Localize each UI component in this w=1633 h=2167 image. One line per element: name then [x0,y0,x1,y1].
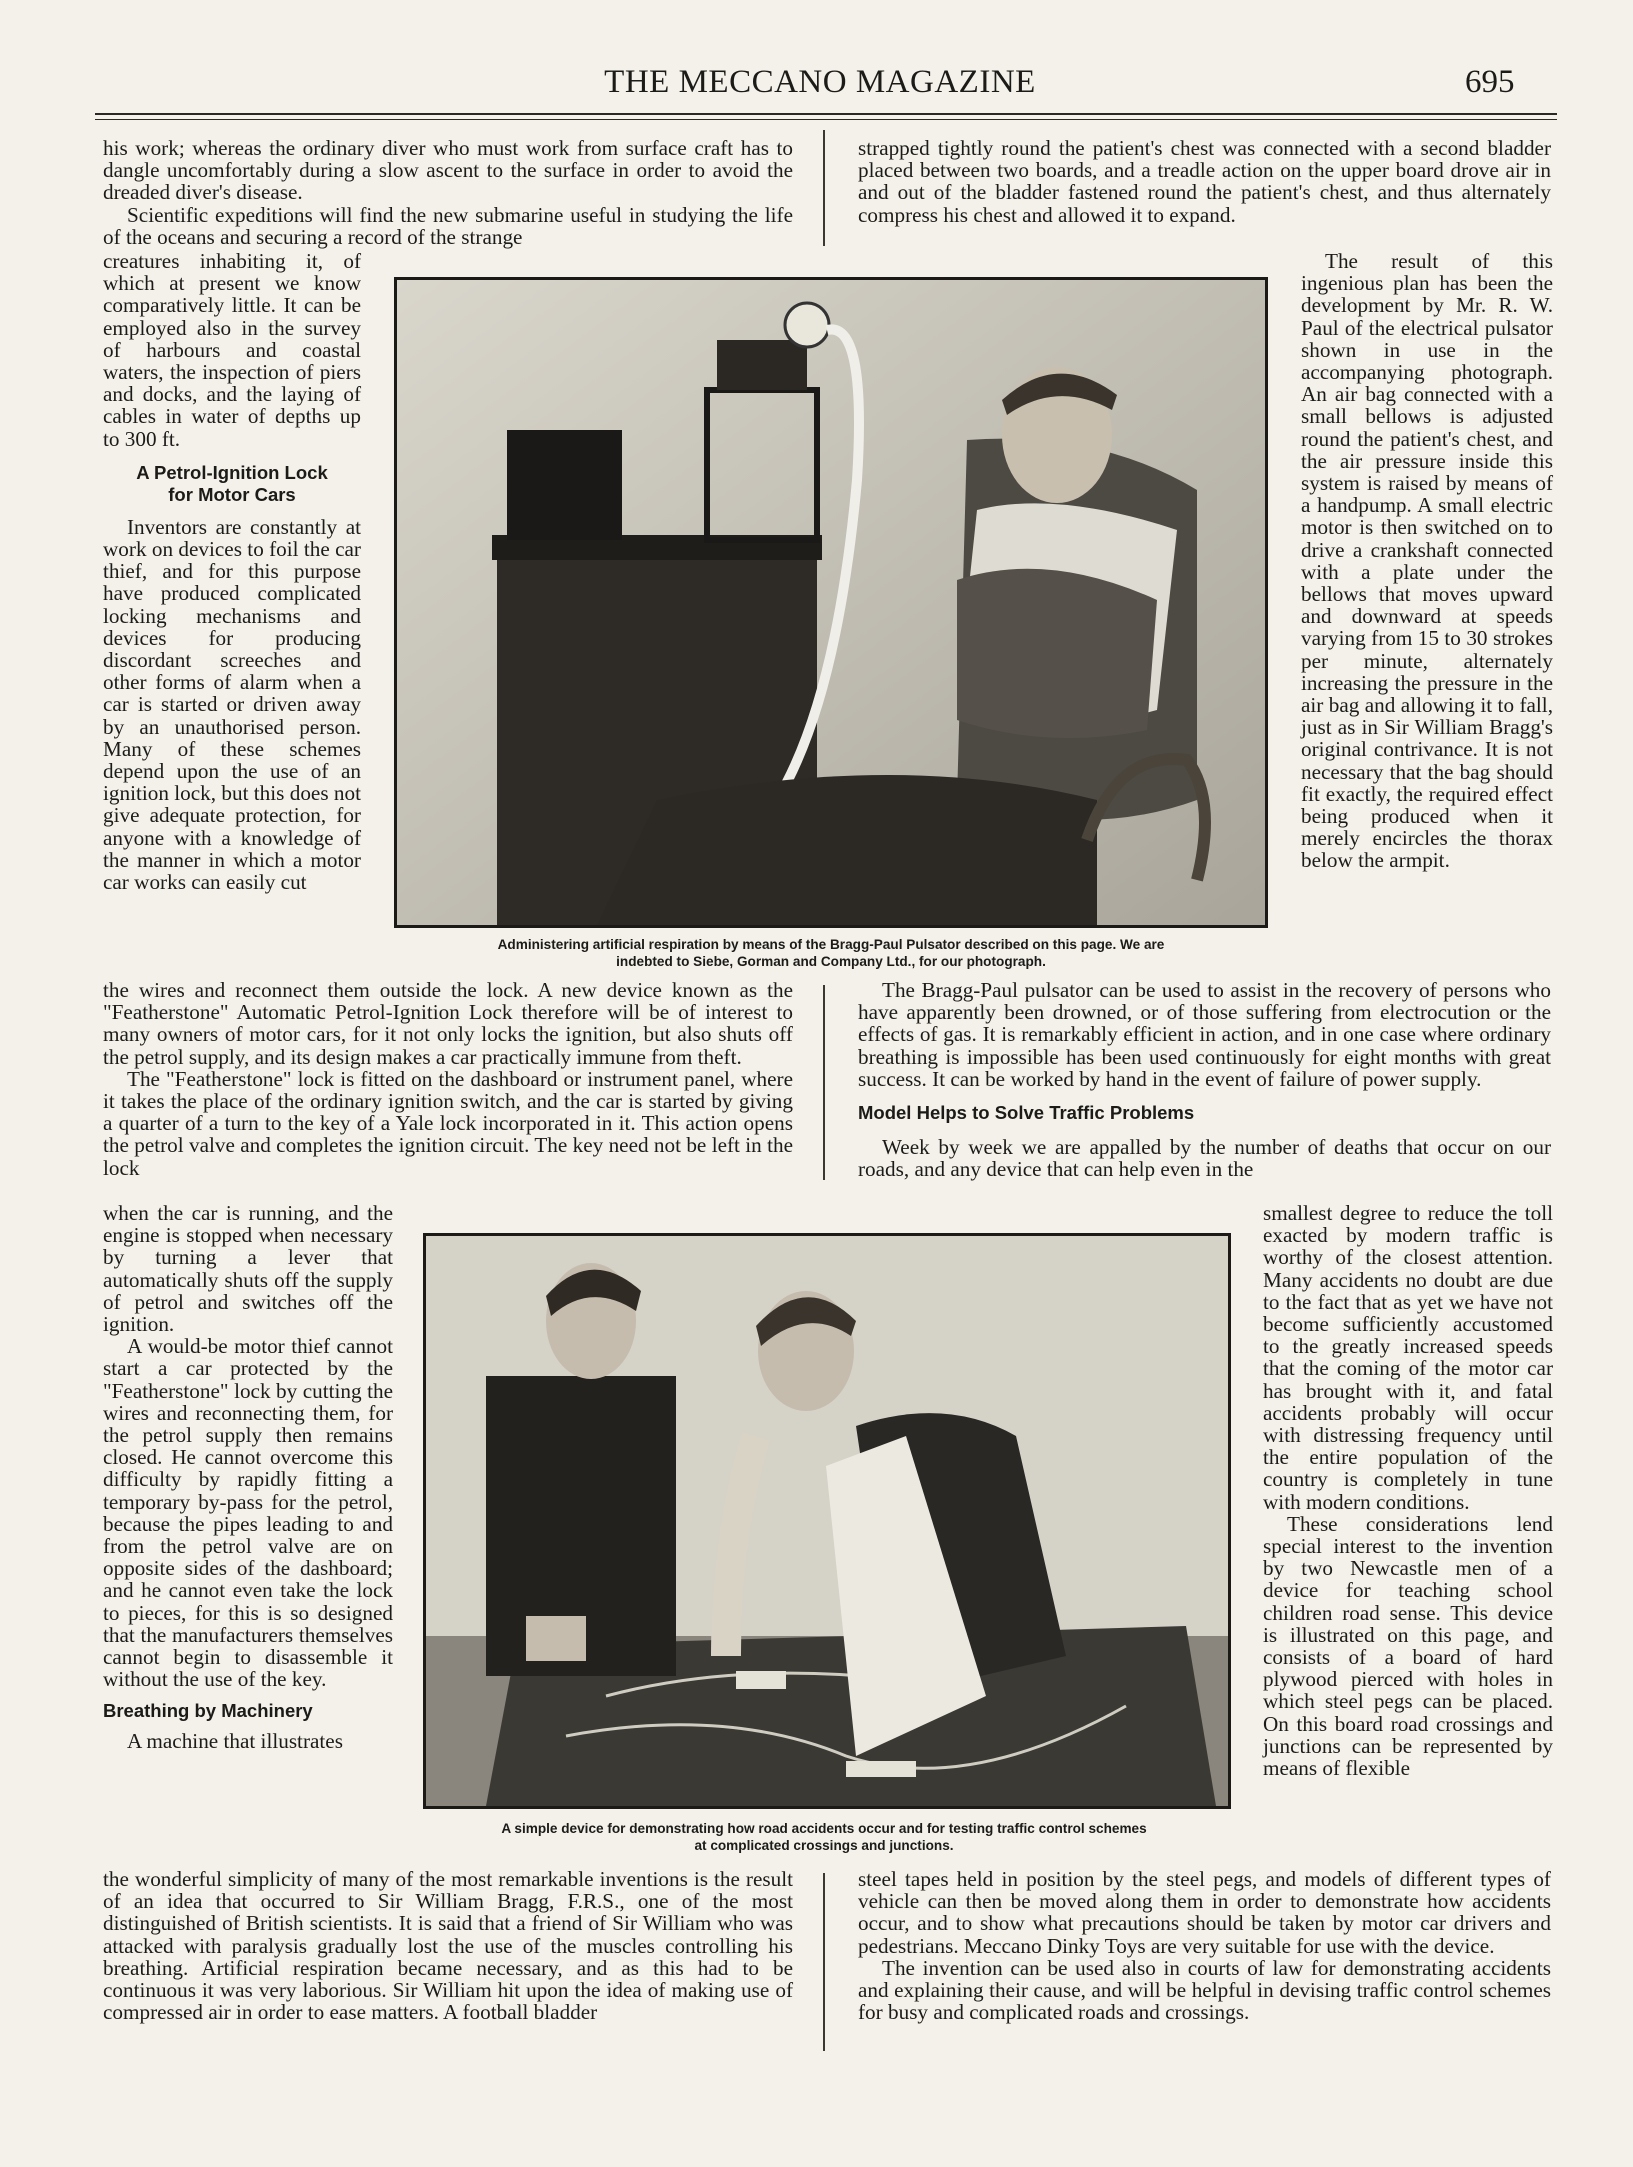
paragraph: Inventors are constantly at work on devices to foil the car thief, and for this purpose have produced complicated locking mechanisms and devices for producing discordant screeches and other forms of alarm when a car is started or driven away by an unauthorised person. Many of these schemes depend upon the use of an ignition lock, but this does not give adequate protection, for anyone with a knowledge of the manner in which a motor car works can easily cut [103,514,361,895]
paragraph: creatures inhabiting it, of which at present we know comparatively little. It can be employed also in the survey of harbours and coastal waters, the inspection of piers and docks, and the laying of cables in water of depths up to 300 ft. [103,249,361,451]
header-rule [95,113,1557,115]
section-heading-petrol-lock-line2: for Motor Cars [168,483,296,505]
paragraph: A would-be motor thief cannot start a car protected by the "Featherstone" lock by cutting the wires and reconnecting them, for the petrol supply then remains closed. He cannot overcome this difficulty by rapidly fitting a temporary by-pass for the petrol, because the pipes leading to and from the petrol valve are on opposite sides of the dashboard; and he cannot even take the lock to pieces, for this is so designed that the manufacturers themselves cannot begin to disassemble it without the use of the key. [103,1334,393,1692]
pulsator-photo-illustration [397,280,1265,925]
paragraph: the wonderful simplicity of many of the most remarkable inventions is the result of an idea that occurred to Sir William Bragg, F.R.S., one of the most distinguished of British scientists. It is said that a friend of Sir William who was attacked with paralysis gradually lost the use of the muscles controlling his breathing. Artificial respiration became necessary, and as this had to be continuous it was very laborious. Sir William hit upon the idea of making use of compressed air in order to ease matters. A football bladder [103,1867,793,2025]
column-divider-top [823,130,825,246]
right-column-top [858,137,1551,226]
traffic-device-photo-illustration [426,1236,1228,1806]
caption-line: at complicated crossings and junctions. [694,1838,954,1853]
left-column-top [103,137,793,248]
section-heading-petrol-lock: A Petrol-Ignition Lock [136,461,328,483]
left-column-bottom [103,1868,793,2023]
caption-line: Administering artificial respiration by means of the Bragg-Paul Pulsator described on this page. We are [497,937,1165,952]
caption-line: A simple device for demonstrating how road accidents occur and for testing traffic control schemes [501,1821,1147,1836]
column-divider-bottom [823,1873,825,2051]
paragraph: The result of this ingenious plan has been the development by Mr. R. W. Paul of the electrical pulsator shown in use in the accompanying photograph. An air bag connected with a small bellows is adjusted round the patient's chest, and the air pressure inside this system is raised by means of a handpump. A small electric motor is then switched on to drive a crankshaft connected with a plate under the bellows that moves upward and downward at speeds varying from 15 to 30 strokes per minute, alternately increasing the pressure in the air bag and allowing it to fall, just as in Sir William Bragg's original contrivance. It is not necessary that the bag should fit exactly, the required effect being produced when it merely encircles the thorax below the armpit. [1301,249,1553,873]
left-narrow-column-lower [103,1202,393,1753]
column-divider-middle [823,985,825,1180]
right-column-middle [858,979,1551,1180]
paragraph: These considerations lend special interest to the invention by two Newcastle men of a device for teaching school children road sense. This device is illustrated on this page, and consists of a board of hard plywood pierced with holes in which steel pegs can be placed. On this board road crossings and junctions can be represented by means of flexible [1263,1511,1553,1781]
left-narrow-column-upper [103,250,361,893]
paragraph: when the car is running, and the engine is stopped when necessary by turning a lever that automatically shuts off the supply of petrol and switches off the ignition. [103,1201,393,1337]
paragraph: the wires and reconnect them outside the lock. A new device known as the "Featherstone" Automatic Petrol-Ignition Lock therefore will be of interest to many owners of motor cars, for it not only locks the ignition, but also shuts off the petrol supply, and its design makes a car practically immune from theft. [103,978,793,1069]
paragraph: Week by week we are appalled by the number of deaths that occur on our roads, and any device that can help even in the [858,1135,1551,1182]
paragraph: The Bragg-Paul pulsator can be used to assist in the recovery of persons who have apparently been drowned, or of those suffering from electrocution or the effects of gas. It is remarkably efficient in action, and in one case where ordinary breathing is impossible has been used continuously for eight months with great success. It can be worked by hand in the event of failure of power supply. [858,978,1551,1091]
paragraph: steel tapes held in position by the steel pegs, and models of different types of vehicle can then be moved along them in order to demonstrate how accidents occur, and to show what precautions should be taken by motor car drivers and pedestrians. Meccano Dinky Toys are very suitable for use with the device. [858,1867,1551,1958]
photo-road-accident-device [423,1233,1231,1809]
paragraph: The "Featherstone" lock is fitted on the dashboard or instrument panel, where it takes the place of the ordinary ignition switch, and the car is started by giving a quarter of a turn to the key of a Yale lock incorporated in it. This action opens the petrol valve and completes the ignition circuit. The key need not be left in the lock [103,1066,793,1180]
caption-line: indebted to Siebe, Gorman and Company Ltd., for our photograph. [616,954,1046,969]
section-heading-traffic: Model Helps to Solve Traffic Problems [858,1102,1195,1124]
paragraph: A machine that illustrates [127,1729,343,1754]
paragraph: strapped tightly round the patient's chest was connected with a second bladder placed between two boards, and a treadle action on the upper board drove air in and out of the bladder fastened round the patient's chest, and thus alternately compress his chest and allowed it to expand. [858,136,1551,227]
caption-photo-1 [394,936,1268,970]
paragraph: The invention can be used also in courts of law for demonstrating accidents and explaining their cause, and will be helpful in devising traffic control schemes for busy and complicated roads and crossings. [858,1955,1551,2025]
right-column-bottom [858,1868,1551,2023]
paragraph: smallest degree to reduce the toll exacted by modern traffic is worthy of the closest attention. Many accidents no doubt are due to the fact that as yet we have not become sufficiently accustomed to the greatly increased speeds that the coming of the motor car has brought with it, and fatal accidents probably will occur with distressing frequency until the entire population of the country is completely in tune with modern conditions. [1263,1201,1553,1514]
photo-bragg-paul-pulsator [394,277,1268,928]
section-heading-breathing: Breathing by Machinery [103,1700,313,1722]
paragraph: Scientific expeditions will find the new submarine useful in studying the life of the oceans and securing a record of the strange [103,202,793,249]
caption-photo-2 [416,1820,1232,1854]
left-column-middle [103,979,793,1179]
right-narrow-column-lower [1263,1202,1553,1779]
page-number: 695 [1465,64,1515,100]
magazine-title: THE MECCANO MAGAZINE [604,64,1036,100]
paragraph: his work; whereas the ordinary diver who must work from surface craft has to dangle uncomfortably during a slow ascent to the surface in order to avoid the dreaded diver's disease. [103,136,793,205]
right-narrow-column-upper [1301,250,1553,872]
header-rule-thin [95,119,1557,120]
